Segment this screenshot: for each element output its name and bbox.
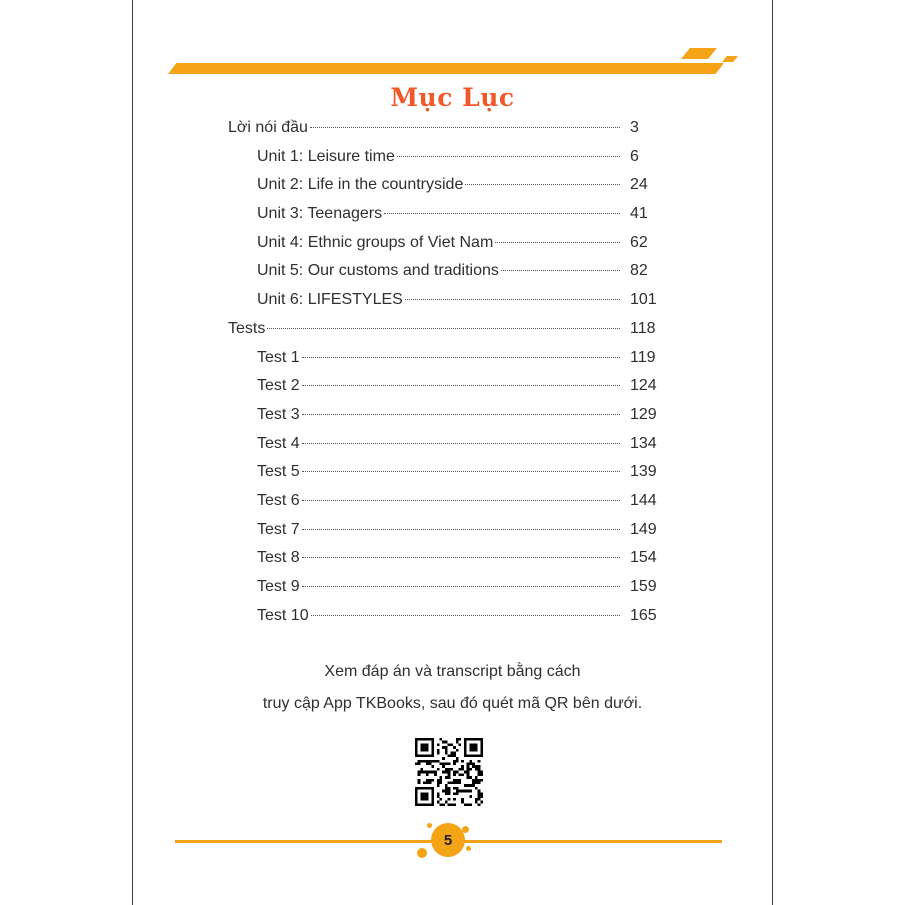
toc-entry-label: Test 3: [257, 405, 300, 423]
dot-leader: [465, 184, 620, 185]
toc-entry[interactable]: [228, 463, 668, 492]
note-line-1: Xem đáp án và transcript bằng cách: [324, 663, 581, 680]
toc-entry-page: 139: [630, 463, 657, 481]
toc-entry-page: 124: [630, 377, 657, 395]
toc-entry-label: Test 2: [257, 377, 300, 395]
toc-entry[interactable]: [228, 377, 668, 406]
toc-entry-page: 24: [630, 176, 648, 194]
dot-leader: [302, 586, 620, 587]
toc-entry-page: 101: [630, 291, 657, 309]
dot-leader: [384, 213, 620, 214]
dot-leader: [495, 242, 620, 243]
toc-entry-label: Test 8: [257, 549, 300, 567]
splat-dot: [466, 846, 471, 851]
dot-leader: [302, 557, 620, 558]
page-title: Mục Lục: [390, 83, 515, 112]
toc-entry[interactable]: [228, 406, 668, 435]
dot-leader: [302, 443, 620, 444]
toc-entry-page: 118: [630, 319, 656, 337]
toc-entry-label: Lời nói đầu: [228, 119, 308, 136]
toc-entry-page: 144: [630, 491, 657, 509]
toc-entry-page: 82: [630, 262, 648, 280]
toc-entry-label: Unit 3: Teenagers: [257, 205, 383, 223]
dot-leader: [302, 500, 620, 501]
toc-entry-label: Test 7: [257, 520, 300, 538]
toc-entry-label: Unit 2: Life in the countryside: [257, 176, 464, 194]
toc-entry[interactable]: [228, 262, 668, 291]
toc-entry-page: 149: [630, 520, 657, 538]
toc-entry[interactable]: [228, 291, 668, 320]
toc-entry-page: 159: [630, 578, 657, 595]
toc-entry-page: 6: [630, 147, 639, 165]
toc-entry-page: 165: [630, 606, 657, 624]
dot-leader: [302, 471, 620, 472]
toc-entry[interactable]: [228, 492, 668, 521]
toc-entry[interactable]: [228, 119, 668, 148]
toc-entry[interactable]: [228, 549, 668, 578]
toc-entry-label: Unit 1: Leisure time: [257, 147, 395, 165]
toc-entry[interactable]: [228, 205, 668, 234]
dot-leader: [405, 299, 620, 300]
splat-dot: [427, 823, 432, 828]
toc-entry[interactable]: [228, 607, 668, 636]
toc-entry[interactable]: [228, 435, 668, 464]
dot-leader: [311, 615, 620, 616]
toc-entry[interactable]: [228, 234, 668, 263]
toc-entry-label: Test 5: [257, 463, 300, 481]
toc-entry-label: Unit 4: Ethnic groups of Viet Nam: [257, 233, 494, 251]
table-of-contents: [228, 119, 668, 635]
toc-entry-page: 3: [630, 119, 639, 136]
splat-dot: [417, 848, 427, 858]
toc-entry[interactable]: [228, 521, 668, 550]
dot-leader: [501, 270, 620, 271]
toc-entry-page: 134: [630, 434, 657, 452]
dot-leader: [302, 414, 620, 415]
toc-entry[interactable]: [228, 578, 668, 607]
toc-entry-label: Test 10: [257, 606, 309, 624]
dot-leader: [397, 156, 620, 157]
dot-leader: [302, 529, 620, 530]
toc-entry-label: Unit 6: LIFESTYLES: [257, 291, 403, 309]
toc-entry-page: 154: [630, 549, 657, 567]
toc-entry-page: 119: [630, 348, 656, 366]
toc-entry-label: Tests: [228, 319, 266, 337]
dot-leader: [302, 357, 620, 358]
toc-entry[interactable]: [228, 176, 668, 205]
qr-code-icon[interactable]: [415, 738, 483, 806]
dot-leader: [302, 385, 620, 386]
toc-entry-page: 129: [630, 405, 657, 423]
toc-entry-label: Test 6: [257, 491, 300, 509]
toc-entry[interactable]: [228, 148, 668, 177]
page-number-badge: 5: [431, 823, 465, 857]
note-line-2: truy cập App TKBooks, sau đó quét mã QR bên dưới.: [262, 695, 643, 712]
toc-entry-label: Unit 5: Our customs and traditions: [257, 262, 499, 280]
top-decor-stripe: [168, 63, 724, 74]
toc-entry-page: 41: [630, 205, 648, 223]
dot-leader: [267, 328, 620, 329]
dot-leader: [310, 127, 620, 128]
toc-entry[interactable]: [228, 349, 668, 378]
toc-entry-label: Test 4: [257, 434, 300, 452]
toc-entry-page: 62: [630, 233, 648, 251]
toc-entry[interactable]: [228, 320, 668, 349]
toc-entry-label: Test 9: [257, 578, 300, 595]
toc-entry-label: Test 1: [257, 348, 300, 366]
